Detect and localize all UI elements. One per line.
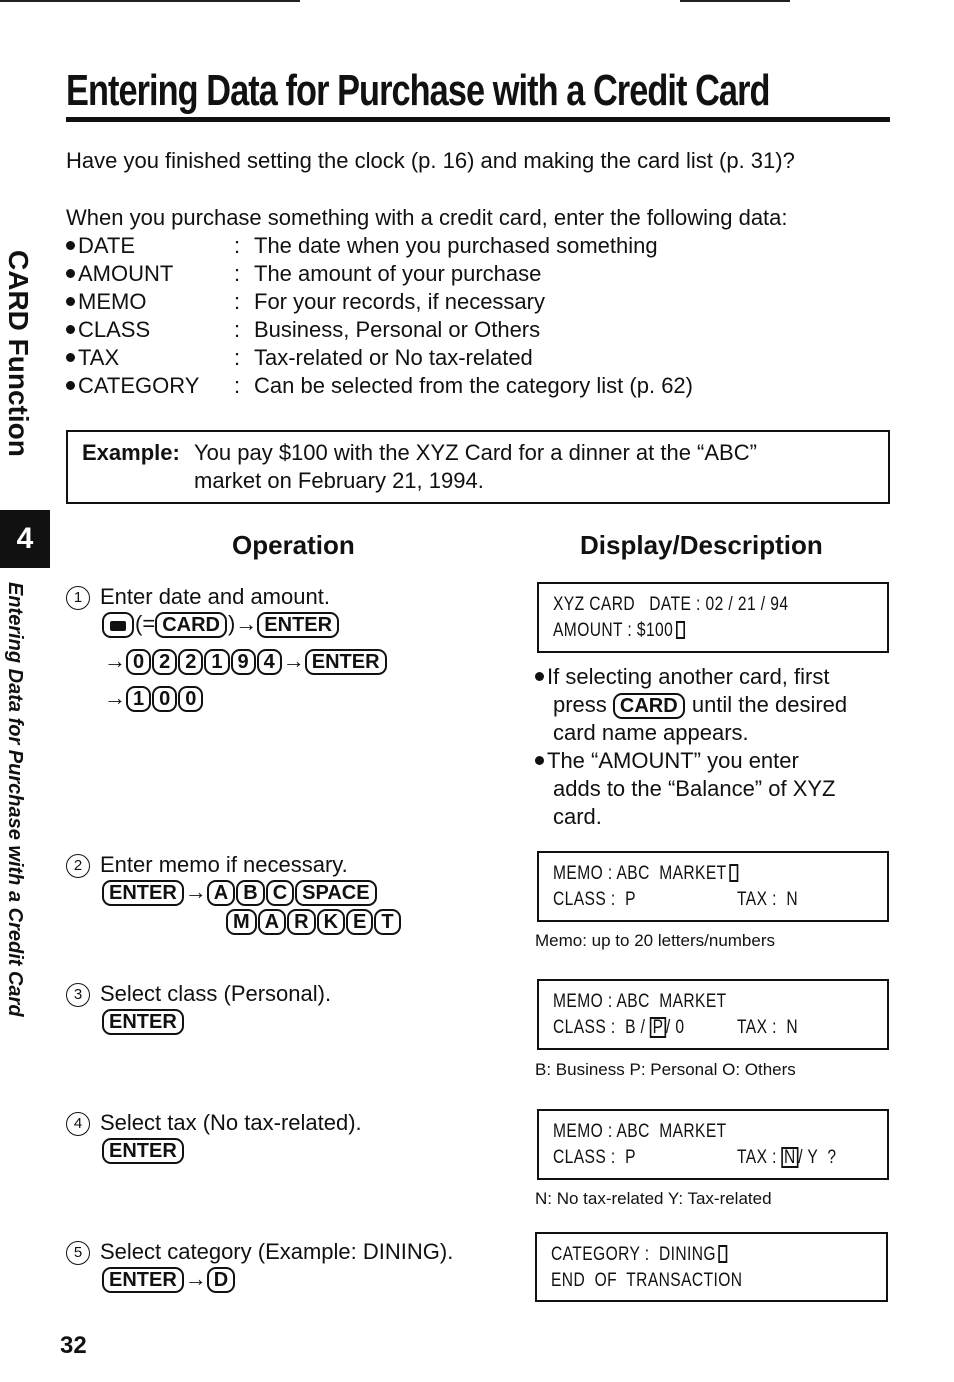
letter-key[interactable]: M (226, 909, 257, 935)
selected-option: P (650, 1017, 666, 1038)
bullet-icon (66, 325, 75, 334)
cursor-icon (676, 621, 685, 639)
intro-question: Have you finished setting the clock (p. 16) and making the card list (p. 31)? (66, 148, 795, 173)
step-1-keys-line-3 (104, 685, 204, 712)
field-name: CATEGORY (78, 373, 200, 398)
field-desc: For your records, if necessary (254, 289, 545, 314)
lcd-line: AMOUNT : $100 (553, 620, 685, 642)
digit-key[interactable]: 4 (257, 649, 282, 675)
step-number: 2 (66, 854, 90, 878)
display-heading: Display/Description (580, 530, 823, 560)
letter-key[interactable]: E (346, 909, 373, 935)
field-colon: : (234, 373, 241, 398)
example-label: Example: (82, 440, 180, 465)
lcd-line: TAX : N (737, 1017, 799, 1038)
step-number: 3 (66, 983, 90, 1007)
bullet-icon (535, 756, 544, 765)
field-name: MEMO (78, 289, 147, 314)
field-colon: : (234, 261, 241, 286)
example-box (66, 430, 890, 504)
class-caption: B: Business P: Personal O: Others (535, 1060, 796, 1079)
card-key[interactable]: CARD (613, 693, 685, 719)
field-colon: : (234, 289, 241, 314)
letter-key[interactable]: A (258, 909, 286, 935)
digit-key[interactable]: 2 (178, 649, 203, 675)
digit-key[interactable]: 2 (152, 649, 177, 675)
title-rule (66, 117, 890, 122)
side-section-label: CARD Function (3, 250, 34, 457)
lcd-line: TAX : N (737, 889, 799, 910)
step-2-keys-line-2 (226, 908, 402, 935)
step-1-keys-line-1: (= CARD )→ ENTER (102, 611, 340, 638)
letter-key[interactable]: R (287, 909, 315, 935)
lcd-display-4 (537, 1109, 889, 1180)
arrow-icon: → (184, 879, 207, 904)
example-line-2: market on February 21, 1994. (194, 468, 484, 493)
step-3-text: 3 Select class (Personal). (66, 981, 331, 1007)
enter-key[interactable]: ENTER (102, 1267, 184, 1293)
cursor-icon (729, 864, 738, 882)
lcd-line: CLASS : B / P / 0 (553, 1017, 685, 1038)
step-number: 4 (66, 1112, 90, 1136)
page-number: 32 (60, 1332, 87, 1359)
intro-text: When you purchase something with a credit card, enter the following data: (66, 205, 788, 230)
step-1-keys-line-2 (104, 648, 388, 675)
letter-key[interactable]: C (266, 880, 294, 906)
field-desc: The amount of your purchase (254, 261, 542, 286)
step-number: 1 (66, 586, 90, 610)
letter-key[interactable]: K (317, 909, 345, 935)
step-3-keys (102, 1008, 185, 1035)
letter-key[interactable]: B (236, 880, 264, 906)
step-5-keys (102, 1266, 236, 1293)
letter-key[interactable]: D (207, 1267, 235, 1293)
enter-key[interactable]: ENTER (305, 649, 387, 675)
digit-key[interactable]: 9 (231, 649, 256, 675)
step-1-text: 1 Enter date and amount. (66, 584, 330, 610)
step-4-keys (102, 1137, 185, 1164)
tax-caption: N: No tax-related Y: Tax-related (535, 1189, 772, 1208)
field-colon: : (234, 345, 241, 370)
step-5-text: 5 Select category (Example: DINING). (66, 1239, 453, 1265)
enter-key[interactable]: ENTER (102, 880, 184, 906)
lcd-line: CLASS : P (553, 1147, 636, 1168)
lcd-line: END OF TRANSACTION (551, 1270, 743, 1291)
cursor-icon (718, 1245, 727, 1263)
selected-option: N (782, 1147, 799, 1168)
top-rule-right (680, 0, 790, 2)
arrow-icon: → (184, 1266, 207, 1291)
list-item: The “AMOUNT” you enter (535, 747, 847, 775)
bullet-icon (66, 241, 75, 250)
lcd-line: CATEGORY : DINING (551, 1244, 727, 1266)
lcd-line: MEMO : ABC MARKET (553, 863, 738, 885)
enter-key[interactable]: ENTER (257, 612, 339, 638)
side-chapter-label: Entering Data for Purchase with a Credit Card (4, 582, 26, 1017)
field-name: AMOUNT (78, 261, 174, 286)
lcd-line: MEMO : ABC MARKET (553, 1121, 727, 1142)
field-desc: Can be selected from the category list (p. 62) (254, 373, 693, 398)
field-name: DATE (78, 233, 136, 258)
card-key-icon[interactable] (102, 612, 134, 638)
digit-key[interactable]: 1 (204, 649, 229, 675)
step-1-notes: If selecting another card, first press CARD until the desired card name appears. The “AMOUNT” you enter adds to the “Balance” of XYZ card. (535, 663, 847, 831)
field-name: TAX (78, 345, 120, 370)
lcd-display-5 (535, 1232, 888, 1302)
step-2-text: 2 Enter memo if necessary. (66, 852, 348, 878)
digit-key[interactable]: 0 (178, 686, 203, 712)
arrow-icon: → (282, 648, 305, 673)
field-desc: Tax-related or No tax-related (254, 345, 533, 370)
letter-key[interactable]: T (374, 909, 400, 935)
arrow-icon: → (235, 611, 258, 636)
field-colon: : (234, 317, 241, 342)
chapter-number-tab: 4 (0, 510, 50, 568)
lcd-display-1 (537, 582, 889, 653)
lcd-line: CLASS : P (553, 889, 636, 910)
lcd-line: MEMO : ABC MARKET (553, 991, 727, 1012)
memo-caption: Memo: up to 20 letters/numbers (535, 931, 776, 950)
digit-key[interactable]: 0 (152, 686, 177, 712)
letter-key[interactable]: A (207, 880, 235, 906)
lcd-line: TAX : N / Y ? (737, 1147, 837, 1168)
bullet-icon (535, 672, 544, 681)
bullet-icon (66, 353, 75, 362)
example-line-1: You pay $100 with the XYZ Card for a dinner at the “ABC” (194, 440, 757, 465)
list-item: If selecting another card, first (535, 663, 847, 691)
step-2-keys-line-1 (102, 879, 378, 906)
bullet-icon (66, 297, 75, 306)
step-4-text: 4 Select tax (No tax-related). (66, 1110, 362, 1136)
digit-key[interactable]: 0 (126, 649, 151, 675)
enter-key[interactable]: ENTER (102, 1009, 184, 1035)
field-colon: : (234, 233, 241, 258)
field-desc: Business, Personal or Others (254, 317, 541, 342)
arrow-icon: → (104, 685, 126, 710)
lcd-display-2 (537, 851, 889, 922)
operation-heading: Operation (232, 530, 355, 560)
bullet-icon (66, 381, 75, 390)
digit-key[interactable]: 1 (126, 686, 151, 712)
space-key[interactable]: SPACE (295, 880, 376, 906)
card-key[interactable]: CARD (155, 612, 227, 638)
enter-key[interactable]: ENTER (102, 1138, 184, 1164)
field-name: CLASS (78, 317, 151, 342)
field-desc: The date when you purchased something (254, 233, 658, 258)
lcd-display-3 (537, 979, 889, 1050)
bullet-icon (66, 269, 75, 278)
page-title: Entering Data for Purchase with a Credit Card (66, 66, 770, 115)
arrow-icon: → (104, 648, 126, 673)
step-number: 5 (66, 1241, 90, 1265)
lcd-line: XYZ CARD DATE : 02 / 21 / 94 (553, 594, 789, 615)
top-rule-left (0, 0, 300, 2)
